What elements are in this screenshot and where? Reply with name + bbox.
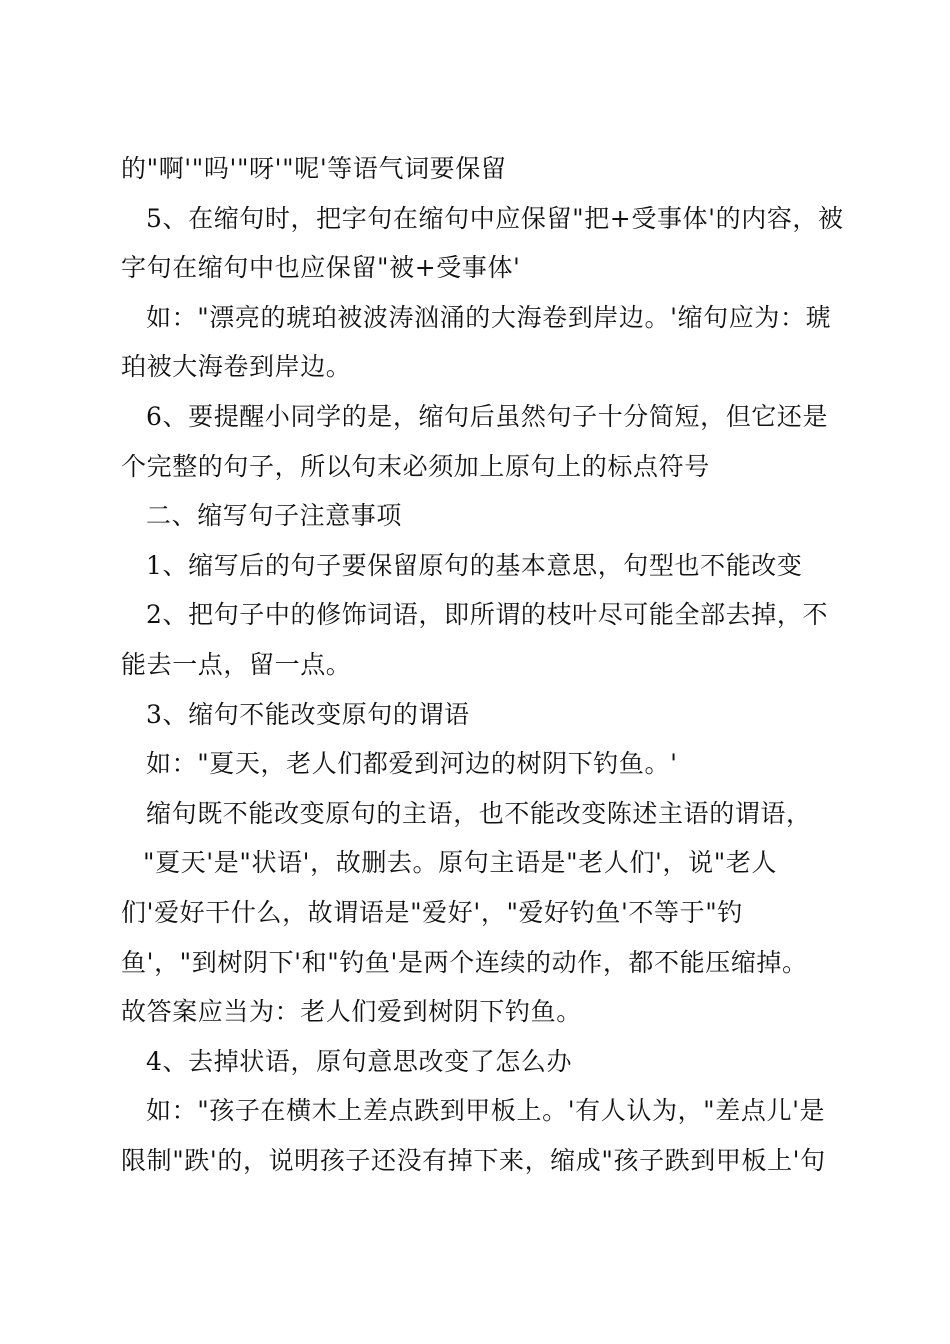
text-line: 如："夏天，老人们都爱到河边的树阴下钓鱼。' <box>146 749 678 779</box>
text-line: 限制"跌'的，说明孩子还没有掉下来，缩成"孩子跌到甲板上'句 <box>121 1145 826 1175</box>
text-line: 3、缩句不能改变原句的谓语 <box>146 699 470 729</box>
text-line: 能去一点，留一点。 <box>121 649 352 679</box>
text-line: "夏天'是"状语'，故删去。原句主语是"老人们'，说"老人 <box>143 848 778 878</box>
text-line: 如："漂亮的琥珀被波涛汹涌的大海卷到岸边。'缩句应为：琥 <box>146 302 832 332</box>
text-line: 缩句既不能改变原句的主语，也不能改变陈述主语的谓语， <box>146 798 812 828</box>
text-line: 珀被大海卷到岸边。 <box>121 352 352 382</box>
text-line: 的"啊'"吗'"呀'"呢'等语气词要保留 <box>121 154 507 183</box>
document-body <box>121 144 844 1185</box>
text-line: 1、缩写后的句子要保留原句的基本意思，句型也不能改变 <box>146 550 803 580</box>
text-line: 字句在缩句中也应保留"被+受事体' <box>121 253 521 283</box>
text-line: 故答案应当为：老人们爱到树阴下钓鱼。 <box>121 997 582 1027</box>
text-line: 5、在缩句时，把字句在缩句中应保留"把+受事体'的内容，被 <box>146 203 844 233</box>
text-line: 们'爱好干什么，故谓语是"爱好'，"爱好钓鱼'不等于"钓 <box>121 897 743 927</box>
text-line: 2、把句子中的修饰词语，即所谓的枝叶尽可能全部去掉，不 <box>146 600 829 630</box>
text-line: 如："孩子在横木上差点跌到甲板上。'有人认为，"差点儿'是 <box>146 1096 826 1126</box>
section-heading: 二、缩写句子注意事项 <box>146 501 403 531</box>
text-line: 6、要提醒小同学的是，缩句后虽然句子十分简短，但它还是 <box>146 401 829 431</box>
text-line: 4、去掉状语，原句意思改变了怎么办 <box>146 1046 573 1076</box>
text-line: 鱼'，"到树阴下'和"钓鱼'是两个连续的动作，都不能压缩掉。 <box>121 947 808 977</box>
text-line: 个完整的句子，所以句末必须加上原句上的标点符号 <box>121 451 710 481</box>
